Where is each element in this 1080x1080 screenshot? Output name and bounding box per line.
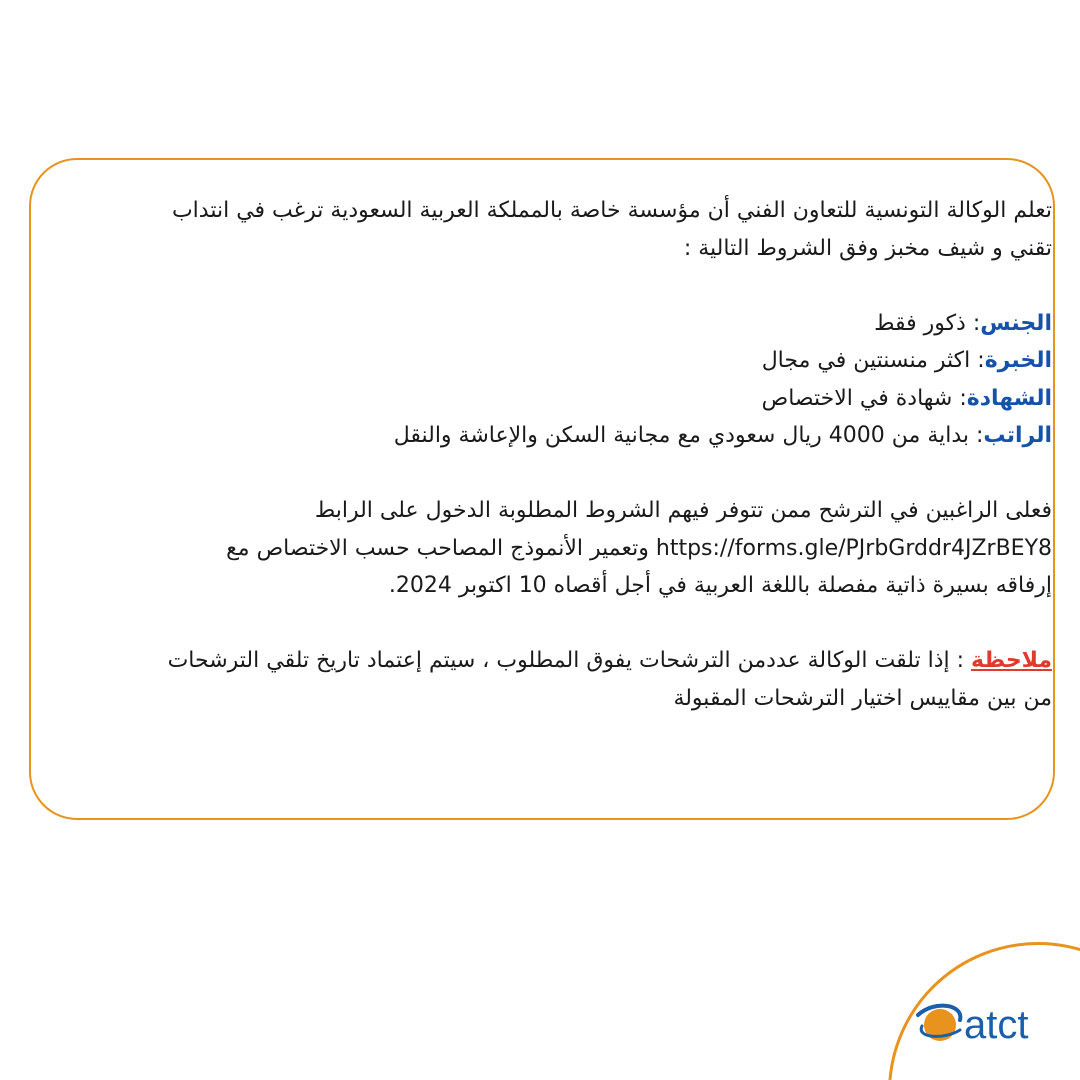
salary-value: : بداية من 4000 ريال سعودي مع مجانية السكن والإعاشة والنقل	[393, 423, 984, 448]
announcement-text	[34, 192, 1052, 717]
application-form-link[interactable]: https://forms.gle/PJrbGrddr4JZrBEY8	[655, 535, 1052, 561]
salary-label: الراتب	[983, 423, 1052, 448]
note-line-2: من بين مقاييس اختيار الترشحات المقبولة	[673, 685, 1052, 711]
apply-line-2	[34, 530, 1052, 568]
spacer	[34, 605, 1052, 643]
gender-label: الجنس	[980, 310, 1052, 336]
apply-line-3: إرفاقه بسيرة ذاتية مفصلة باللغة العربية في أجل أقصاه 10 اكتوبر 2024.	[388, 573, 1052, 598]
spacer	[34, 455, 1052, 493]
spacer	[34, 267, 1052, 305]
apply-line-1: فعلى الراغبين في الترشح ممن تتوفر فيهم الشروط المطلوبة الدخول على الرابط	[314, 498, 1052, 523]
note-text: : إذا تلقت الوكالة عددمن الترشحات يفوق المطلوب ، سيتم إعتماد تاريخ تلقي الترشحات	[167, 648, 965, 673]
condition-certificate	[34, 380, 1052, 418]
condition-salary	[34, 417, 1052, 455]
gender-value: : ذكور فقط	[874, 310, 981, 336]
certificate-label: الشهادة	[966, 385, 1052, 411]
intro-line-1: تعلم الوكالة التونسية للتعاون الفني أن مؤسسة خاصة بالمملكة العربية السعودية ترغب في انتداب	[171, 198, 1052, 223]
intro-line-2: تقني و شيف مخبز وفق الشروط التالية :	[683, 235, 1052, 261]
note-line-1	[34, 642, 1052, 680]
certificate-value: : شهادة في الاختصاص	[761, 385, 967, 411]
condition-gender	[34, 305, 1052, 343]
experience-value: : اكثر منسنتين في مجال	[761, 348, 985, 373]
note-label: ملاحظة	[971, 648, 1052, 673]
globe-orbit-icon	[914, 996, 1060, 1052]
condition-experience	[34, 342, 1052, 380]
apply-line-2-text: وتعمير الأنموذج المصاحب حسب الاختصاص مع	[226, 535, 649, 561]
logo-text: atct	[964, 1003, 1029, 1047]
experience-label: الخبرة	[984, 348, 1052, 373]
atct-logo	[914, 996, 1060, 1052]
